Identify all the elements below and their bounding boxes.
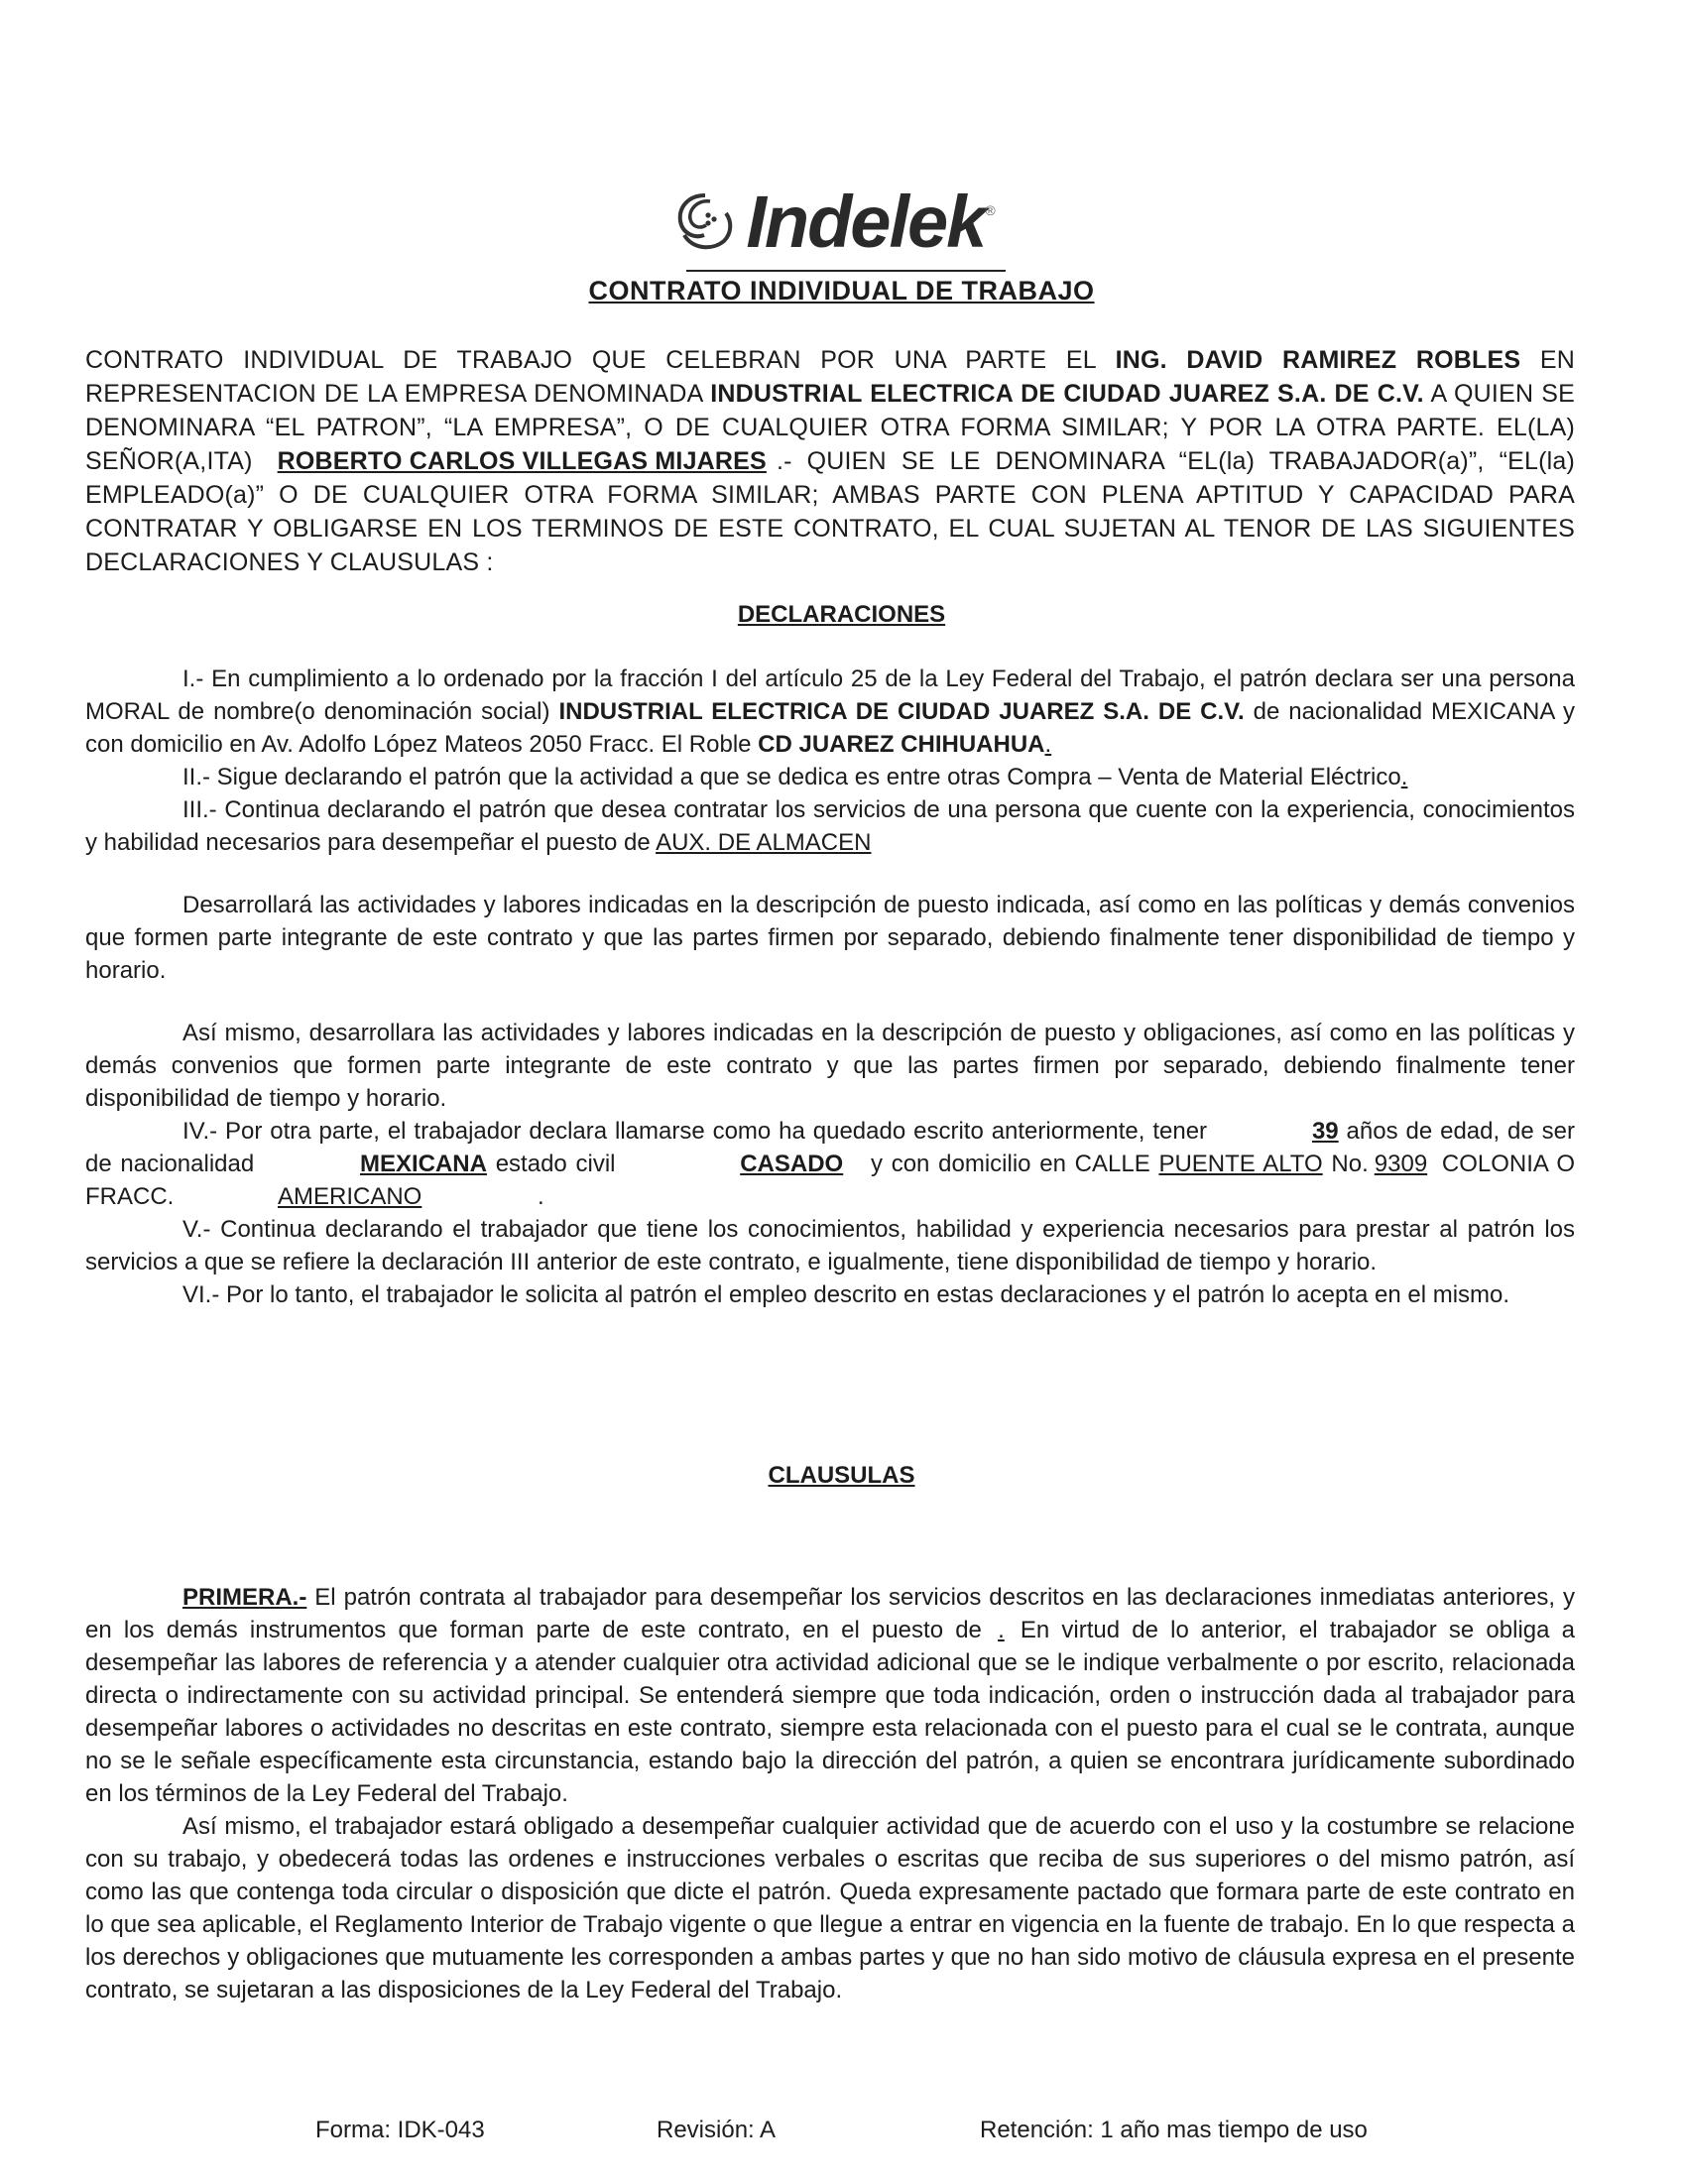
worker-age: 39	[1311, 1118, 1339, 1145]
address-street: PUENTE ALTO	[1158, 1151, 1323, 1177]
intro-paragraph	[85, 343, 1575, 579]
declaration-text: estado civil	[486, 1151, 625, 1177]
intro-text: EN REPRESENTACION DE LA EMPRESA DENOMINADA	[85, 346, 1575, 408]
declaration-text: años de edad, de ser de nacionalidad	[85, 1118, 1575, 1177]
declaration-text: En cumplimiento a lo ordenado por la fracción I del artículo 25 de la Ley Federal del Trabajo, el patrón declara ser una persona MORAL de nombre(o denominación social)	[85, 666, 1575, 725]
declaration-number: II.-	[182, 764, 210, 790]
registered-mark-icon: ®	[985, 202, 996, 218]
declaration-text: Sigue declarando el patrón que la actividad a que se dedica es entre otras Compra – Venta de Material Eléctrico	[210, 764, 1401, 790]
declaration-end: .	[1044, 731, 1052, 758]
declaration-text: Por otra parte, el trabajador declara llamarse como ha quedado escrito anteriormente, tener	[217, 1118, 1215, 1145]
company-name: INDUSTRIAL ELECTRICA DE CIUDAD JUAREZ S.A. DE C.V.	[710, 380, 1424, 408]
city-name: CD JUAREZ CHIHUAHUA	[758, 731, 1045, 758]
address-colonia: AMERICANO	[278, 1183, 422, 1210]
clause-text: En virtud de lo anterior, el trabajador se obliga a desempeñar las labores de referencia y a atender cualquier otra actividad adicional que se le indique verbalmente o por escrito, relacionada directa o indirectamente con su actividad principal. Se entenderá siempre que toda indicación, orden o instrucción dada al trabajador para desempeñar labores o actividades no descritas en este contrato, siempre esta relacionada con el puesto para el cual se le contrata, aunque no se le señale específicamente esta circunstancia, estando bajo la dirección del patrón, a quien se encontrara jurídicamente subordinado en los términos de la Ley Federal del Trabajo.	[85, 1617, 1575, 1807]
declaration-number: III.-	[182, 796, 217, 823]
position-blank: .	[998, 1617, 1005, 1643]
declaration-6	[85, 1278, 1575, 1311]
declaration-text: de nacionalidad MEXICANA y con domicilio en Av. Adolfo López Mateos 2050 Fracc. El Roble	[85, 698, 1575, 758]
declaration-number: IV.-	[182, 1118, 218, 1145]
obligations-paragraph: Así mismo, desarrollara las actividades y labores indicadas en la descripción de puesto y obligaciones, así como en las políticas y demás convenios que formen parte integrante de este contrato y que las partes firmen por separado, debiendo finalmente tener disponibilidad de tiempo y horario.	[85, 1020, 1575, 1112]
clause-label: PRIMERA.-	[182, 1584, 307, 1611]
company-logo	[615, 177, 1051, 268]
worker-name: ROBERTO CARLOS VILLEGAS MIJARES	[277, 447, 767, 475]
declaration-text: No.	[1322, 1151, 1369, 1177]
declaration-number: VI.-	[182, 1281, 220, 1308]
declaration-text: Continua declarando el trabajador que tiene los conocimientos, habilidad y experiencia necesarios para prestar al patrón los servicios a que se refiere la declaración III anterior de este contrato, e igualmente, tiene disponibilidad de tiempo y horario.	[85, 1216, 1575, 1275]
clausulas-heading: CLAUSULAS	[768, 1462, 915, 1489]
declaration-end: .	[1400, 764, 1408, 790]
civil-status: CASADO	[740, 1151, 844, 1177]
declaration-2	[85, 761, 1575, 793]
clause-primera	[85, 1581, 1575, 1810]
declaraciones-heading: DECLARACIONES	[737, 601, 946, 628]
job-position: AUX. DE ALMACEN	[656, 829, 872, 856]
declaration-text: y con domicilio en CALLE	[862, 1151, 1159, 1177]
document-title: CONTRATO INDIVIDUAL DE TRABAJO	[588, 276, 1095, 305]
declaration-end: .	[538, 1183, 544, 1210]
logo-underline	[686, 270, 1006, 272]
representative-name: ING. DAVID RAMIREZ ROBLES	[1115, 346, 1521, 374]
clause-text: El patrón contrata al trabajador para desempeñar los servicios descritos en las declaraciones inmediatas anteriores, y en los demás instrumentos que forman parte de este contrato, en el puesto de	[85, 1584, 1575, 1643]
declaration-number: I.-	[182, 666, 204, 692]
declaration-text: COLONIA O FRACC.	[85, 1151, 1576, 1210]
declaraciones-section	[85, 663, 1575, 1311]
declaration-4	[85, 1115, 1575, 1213]
revision-label: Revisión: A	[657, 2117, 777, 2143]
clause-primera-paragraph-2: Así mismo, el trabajador estará obligado a desempeñar cualquier actividad que de acuerdo con el uso y la costumbre se relacione con su trabajo, y obedecerá todas las ordenes e instrucciones verbales o escritas que reciba de sus superiores o del mismo patrón, así como las que contenga toda circular o disposición que dicte el patrón. Queda expresamente pactado que formara parte de este contrato en lo que sea aplicable, el Reglamento Interior de Trabajo vigente o que llegue a entrar en vigencia en la fuente de trabajo. En lo que respecta a los derechos y obligaciones que mutuamente les corresponden a ambas partes y que no han sido motivo de cláusula expresa en el presente contrato, se sujetaran a las disposiciones de la Ley Federal del Trabajo.	[85, 1813, 1575, 2003]
form-code: Forma: IDK-043	[315, 2117, 485, 2143]
retention-label: Retención: 1 año mas tiempo de uso	[980, 2117, 1368, 2143]
address-number: 9309	[1374, 1151, 1428, 1177]
intro-text: CONTRATO INDIVIDUAL DE TRABAJO QUE CELEBRAN POR UNA PARTE EL	[85, 346, 1116, 374]
swirl-logo-icon	[670, 187, 740, 257]
clausulas-section	[85, 1581, 1575, 2006]
intro-text: A QUIEN SE DENOMINARA “EL PATRON”, “LA EMPRESA”, O DE CUALQUIER OTRA FORMA SIMILAR; Y POR LA OTRA PARTE. EL(LA) SEÑOR(A,ITA)	[85, 380, 1575, 475]
worker-nationality: MEXICANA	[359, 1151, 487, 1177]
declaration-3	[85, 793, 1575, 859]
declaration-1	[85, 663, 1575, 761]
intro-text: .- QUIEN SE LE DENOMINARA “EL(la) TRABAJADOR(a)”, “EL(la) EMPLEADO(a)” O DE CUALQUIER OTRA FORMA SIMILAR; AMBAS PARTE CON PLENA APTITUD Y CAPACIDAD PARA CONTRATAR Y OBLIGARSE EN LOS TERMINOS DE ESTE CONTRATO, EL CUAL SUJETAN AL TENOR DE LAS SIGUIENTES DECLARACIONES Y CLAUSULAS :	[85, 447, 1575, 576]
declaration-text: Continua declarando el patrón que desea contratar los servicios de una persona que cuente con la experiencia, conocimientos y habilidad necesarios para desempeñar el puesto de	[85, 796, 1575, 856]
declaration-text: Por lo tanto, el trabajador le solicita al patrón el empleo descrito en estas declaraciones y el patrón lo acepta en el mismo.	[219, 1281, 1510, 1308]
declaration-5	[85, 1213, 1575, 1278]
company-name: INDUSTRIAL ELECTRICA DE CIUDAD JUAREZ S.A. DE C.V.	[558, 698, 1245, 725]
declaration-number: V.-	[182, 1216, 211, 1243]
activities-paragraph: Desarrollará las actividades y labores indicadas en la descripción de puesto indicada, así como en las políticas y demás convenios que formen parte integrante de este contrato y que las partes firmen por separado, debiendo finalmente tener disponibilidad de tiempo y horario.	[85, 892, 1575, 984]
logo-wordmark: Indelek	[746, 181, 986, 263]
